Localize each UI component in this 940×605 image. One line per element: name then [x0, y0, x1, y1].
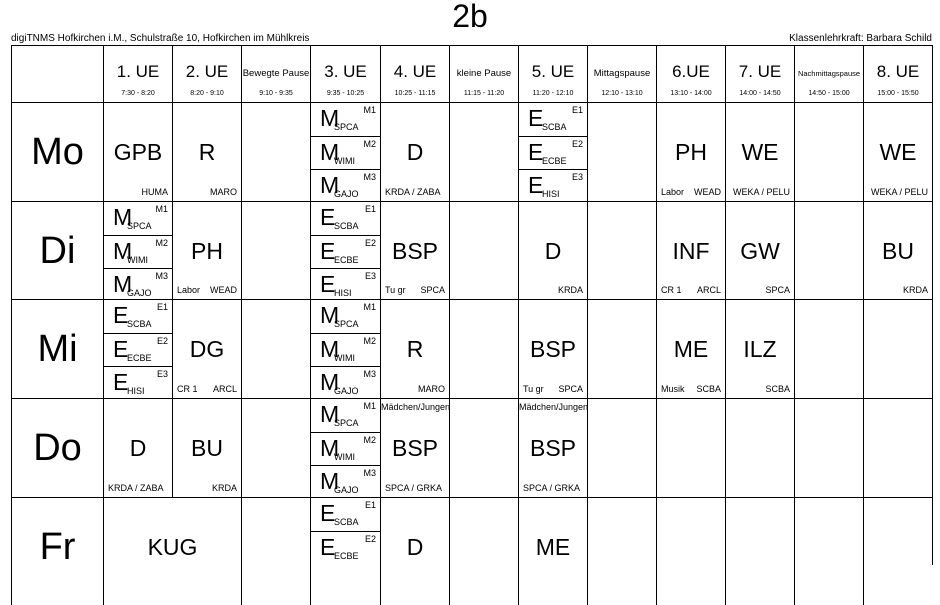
group-subject: M — [320, 401, 340, 427]
lesson-cell — [310, 201, 380, 299]
period-header — [863, 45, 932, 102]
group-label: M2 — [155, 238, 168, 248]
group-subject: M — [113, 204, 133, 230]
empty-slot — [794, 299, 863, 398]
period-label: 7. UE — [738, 62, 782, 81]
group-label: E2 — [364, 238, 376, 248]
lesson-teacher: SCBA — [765, 384, 790, 394]
period-header — [103, 45, 172, 102]
group-teacher: SCBA — [127, 319, 152, 329]
lesson-cell — [518, 201, 587, 299]
period-time: 13:10 - 14:00 — [670, 90, 712, 97]
lesson-group — [311, 103, 380, 136]
group-subject: E — [113, 302, 129, 328]
lesson-room: Tu gr — [523, 384, 544, 394]
period-header — [794, 45, 863, 102]
lesson-room: Labor — [177, 285, 201, 295]
lesson-cell — [172, 201, 241, 299]
lesson-cell — [656, 299, 725, 398]
lesson-subject: GPB — [113, 139, 163, 165]
period-header — [656, 45, 725, 102]
group-teacher: HISI — [334, 288, 352, 298]
period-label: 3. UE — [324, 62, 367, 81]
period-time: 14:00 - 14:50 — [739, 90, 781, 97]
lesson-group — [104, 333, 172, 366]
lesson-subject: ME — [535, 534, 571, 560]
period-header — [310, 45, 380, 102]
class-teacher: Klassenlehrkraft: Barbara Schild — [789, 33, 932, 44]
lesson-cell — [172, 102, 241, 201]
group-subject: E — [113, 369, 129, 395]
group-teacher: ECBE — [542, 156, 567, 166]
lesson-subject: WE — [741, 139, 779, 165]
lesson-teacher: KRDA — [902, 285, 928, 295]
empty-slot — [449, 299, 518, 398]
lesson-group — [519, 103, 587, 136]
lesson-room: KRDA / ZABA — [385, 187, 441, 197]
day-cell — [11, 299, 103, 398]
lesson-teacher: ARCL — [212, 384, 237, 394]
lesson-group — [311, 300, 380, 333]
empty-slot — [725, 497, 794, 605]
lesson-subject: D — [129, 435, 147, 461]
group-teacher: SPCA — [334, 319, 359, 329]
lesson-cell — [518, 497, 587, 605]
lesson-group — [104, 235, 172, 268]
period-header — [449, 45, 518, 102]
group-label: E3 — [156, 369, 168, 379]
empty-slot — [587, 398, 656, 497]
group-label: E2 — [364, 534, 376, 544]
period-time: 11:15 - 11:20 — [463, 90, 505, 97]
lesson-cell — [518, 299, 587, 398]
lesson-subject: D — [406, 534, 424, 560]
lesson-subject: D — [406, 139, 424, 165]
lesson-group — [311, 202, 380, 235]
lesson-subject: R — [406, 336, 424, 362]
lesson-group — [311, 465, 380, 498]
empty-slot — [794, 497, 863, 605]
group-label: E2 — [571, 139, 583, 149]
day-label: Di — [39, 230, 76, 272]
lesson-group — [519, 169, 587, 202]
empty-slot — [449, 398, 518, 497]
empty-slot — [863, 398, 932, 497]
lesson-teacher: MARO — [210, 187, 237, 197]
empty-slot — [656, 398, 725, 497]
empty-slot — [725, 398, 794, 497]
empty-slot — [241, 497, 310, 605]
lesson-subject: INF — [672, 238, 710, 264]
group-teacher: ECBE — [334, 255, 359, 265]
lesson-cell — [863, 102, 932, 201]
period-label: Mittagspause — [593, 68, 651, 79]
group-label: E1 — [571, 105, 583, 115]
lesson-subject: BSP — [529, 435, 577, 461]
lesson-subject: DG — [189, 336, 225, 362]
lesson-subject: PH — [675, 139, 707, 165]
group-teacher: WIMI — [334, 353, 355, 363]
group-label: E2 — [156, 336, 168, 346]
group-subject: E — [320, 271, 336, 297]
lesson-cell — [518, 398, 587, 497]
lesson-subject: BU — [882, 238, 914, 264]
lesson-room: CR 1 — [177, 384, 198, 394]
period-time: 8:20 - 9:10 — [190, 90, 224, 97]
table-right-border — [932, 45, 933, 565]
lesson-cell — [656, 201, 725, 299]
period-header — [518, 45, 587, 102]
empty-slot — [449, 102, 518, 201]
period-header — [172, 45, 241, 102]
lesson-note: Mädchen/Jungen — [519, 402, 589, 412]
lesson-room: Musik — [661, 384, 685, 394]
group-label: M1 — [363, 302, 376, 312]
group-subject: M — [320, 468, 340, 494]
lesson-teacher: SPCA — [765, 285, 790, 295]
group-label: M2 — [363, 435, 376, 445]
day-label: Do — [33, 427, 82, 469]
period-header — [587, 45, 656, 102]
lesson-cell — [103, 299, 172, 398]
lesson-group — [104, 300, 172, 333]
lesson-group — [104, 202, 172, 235]
group-teacher: SCBA — [334, 517, 359, 527]
group-teacher: HISI — [127, 386, 145, 396]
class-title: 2b — [452, 0, 488, 34]
lesson-cell — [725, 102, 794, 201]
empty-slot — [656, 497, 725, 605]
group-subject: M — [320, 139, 340, 165]
empty-slot — [587, 201, 656, 299]
lesson-teacher: KRDA — [211, 483, 237, 493]
lesson-subject: R — [198, 139, 216, 165]
group-subject: E — [528, 105, 544, 131]
lesson-teacher: SPCA — [420, 285, 445, 295]
empty-slot — [863, 497, 932, 605]
empty-slot — [794, 398, 863, 497]
lesson-subject: BSP — [529, 336, 577, 362]
lesson-cell — [310, 398, 380, 497]
empty-slot — [863, 299, 932, 398]
period-time: 7:30 - 8:20 — [121, 90, 155, 97]
lesson-group — [519, 136, 587, 169]
group-teacher: GAJO — [334, 485, 359, 495]
empty-slot — [449, 201, 518, 299]
group-subject: E — [320, 500, 336, 526]
period-time: 11:20 - 12:10 — [532, 90, 574, 97]
lesson-subject: BSP — [391, 435, 439, 461]
group-subject: E — [320, 238, 336, 264]
lesson-group — [311, 531, 380, 564]
lesson-group — [311, 136, 380, 169]
lesson-subject: BSP — [391, 238, 439, 264]
group-label: M3 — [363, 172, 376, 182]
period-time: 12:10 - 13:10 — [601, 90, 643, 97]
lesson-cell — [103, 201, 172, 299]
lesson-subject: GW — [740, 238, 780, 264]
lesson-subject: D — [544, 238, 562, 264]
group-label: M2 — [363, 336, 376, 346]
lesson-room: KRDA / ZABA — [108, 483, 164, 493]
group-label: M3 — [363, 468, 376, 478]
day-label: Fr — [39, 526, 76, 568]
group-label: M1 — [363, 401, 376, 411]
empty-slot — [794, 102, 863, 201]
group-teacher: SPCA — [127, 221, 152, 231]
lesson-group — [311, 169, 380, 202]
lesson-subject: ME — [673, 336, 709, 362]
lesson-cell — [172, 299, 241, 398]
lesson-note: Mädchen/Jungen — [381, 402, 451, 412]
lesson-group — [104, 366, 172, 399]
lesson-room: Labor — [661, 187, 685, 197]
group-teacher: ECBE — [127, 353, 152, 363]
lesson-cell — [380, 299, 449, 398]
lesson-group — [311, 333, 380, 366]
group-teacher: WIMI — [334, 156, 355, 166]
lesson-cell — [518, 102, 587, 201]
lesson-room: SPCA / GRKA — [385, 483, 443, 493]
lesson-teacher: ARCL — [696, 285, 721, 295]
lesson-cell — [380, 398, 449, 497]
group-teacher: GAJO — [334, 386, 359, 396]
group-subject: E — [320, 534, 336, 560]
empty-slot — [241, 102, 310, 201]
group-teacher: ECBE — [334, 551, 359, 561]
period-header — [380, 45, 449, 102]
group-label: M3 — [363, 369, 376, 379]
lesson-cell — [103, 102, 172, 201]
group-teacher: SCBA — [542, 122, 567, 132]
lesson-teacher: SPCA — [558, 384, 583, 394]
period-time: 10:25 - 11:15 — [394, 90, 436, 97]
lesson-cell — [656, 102, 725, 201]
group-subject: M — [320, 172, 340, 198]
period-header — [241, 45, 310, 102]
day-cell — [11, 102, 103, 201]
group-teacher: GAJO — [334, 189, 359, 199]
group-teacher: HISI — [542, 189, 560, 199]
lesson-teacher: WEKA / PELU — [870, 187, 928, 197]
lesson-teacher: SCBA — [696, 384, 721, 394]
day-label: Mo — [31, 131, 84, 173]
group-subject: M — [113, 271, 133, 297]
group-teacher: GAJO — [127, 288, 152, 298]
lesson-teacher: KRDA — [557, 285, 583, 295]
period-label: Bewegte Pause — [242, 68, 310, 79]
empty-slot — [241, 398, 310, 497]
group-label: M2 — [363, 139, 376, 149]
period-time: 14:50 - 15:00 — [808, 90, 850, 97]
lesson-cell — [725, 201, 794, 299]
lesson-group — [311, 432, 380, 465]
lesson-teacher: WEAD — [210, 285, 237, 295]
lesson-teacher: HUMA — [141, 187, 168, 197]
group-subject: M — [320, 302, 340, 328]
group-label: E1 — [364, 204, 376, 214]
period-label: 4. UE — [393, 62, 437, 81]
lesson-group — [104, 268, 172, 301]
period-label: 5. UE — [531, 62, 575, 81]
lesson-subject: BU — [191, 435, 223, 461]
lesson-group — [311, 268, 380, 301]
lesson-cell — [380, 497, 449, 605]
group-subject: E — [528, 139, 544, 165]
lesson-group — [311, 235, 380, 268]
empty-slot — [587, 299, 656, 398]
period-time: 9:10 - 9:35 — [259, 90, 293, 97]
group-subject: E — [528, 172, 544, 198]
group-teacher: WIMI — [127, 255, 148, 265]
period-label: 8. UE — [876, 62, 920, 81]
group-label: E3 — [364, 271, 376, 281]
group-label: M1 — [363, 105, 376, 115]
lesson-cell — [103, 398, 172, 497]
lesson-room: SPCA / GRKA — [523, 483, 581, 493]
lesson-subject: KUG — [147, 534, 198, 560]
group-subject: M — [320, 435, 340, 461]
lesson-teacher: WEAD — [694, 187, 721, 197]
group-subject: E — [320, 204, 336, 230]
period-label: 6.UE — [672, 62, 710, 81]
period-label: 1. UE — [116, 62, 160, 81]
empty-slot — [241, 299, 310, 398]
lesson-group — [311, 498, 380, 531]
group-label: M3 — [155, 271, 168, 281]
group-teacher: SCBA — [334, 221, 359, 231]
lesson-cell — [103, 497, 241, 605]
period-header — [725, 45, 794, 102]
lesson-cell — [310, 299, 380, 398]
lesson-cell — [310, 497, 380, 605]
group-teacher: SPCA — [334, 418, 359, 428]
lesson-cell — [380, 201, 449, 299]
day-cell — [11, 201, 103, 299]
lesson-cell — [172, 398, 241, 497]
day-label: Mi — [37, 328, 78, 370]
lesson-group — [311, 366, 380, 399]
lesson-subject: WE — [879, 139, 917, 165]
group-subject: M — [320, 336, 340, 362]
empty-slot — [587, 102, 656, 201]
empty-slot — [449, 497, 518, 605]
period-label: Nachmittagspause — [797, 69, 861, 78]
lesson-cell — [310, 102, 380, 201]
group-label: E1 — [364, 500, 376, 510]
group-subject: E — [113, 336, 129, 362]
school-info: digiTNMS Hofkirchen i.M., Schulstraße 10, Hofkirchen im Mühlkreis — [11, 33, 310, 44]
empty-slot — [587, 497, 656, 605]
lesson-cell — [380, 102, 449, 201]
lesson-cell — [725, 299, 794, 398]
lesson-subject: ILZ — [743, 336, 777, 362]
empty-slot — [241, 201, 310, 299]
group-subject: M — [320, 369, 340, 395]
group-label: E1 — [156, 302, 168, 312]
group-teacher: SPCA — [334, 122, 359, 132]
group-subject: M — [320, 105, 340, 131]
group-label: M1 — [155, 204, 168, 214]
group-teacher: WIMI — [334, 452, 355, 462]
day-cell — [11, 497, 103, 605]
period-time: 15:00 - 15:50 — [877, 90, 919, 97]
lesson-teacher: WEKA / PELU — [732, 187, 790, 197]
lesson-cell — [863, 201, 932, 299]
lesson-teacher: MARO — [418, 384, 445, 394]
group-label: E3 — [571, 172, 583, 182]
lesson-subject: PH — [191, 238, 223, 264]
empty-slot — [794, 201, 863, 299]
period-label: 2. UE — [185, 62, 229, 81]
period-label: kleine Pause — [456, 68, 512, 79]
lesson-room: Tu gr — [385, 285, 406, 295]
period-time: 9:35 - 10:25 — [326, 90, 365, 97]
day-cell — [11, 398, 103, 497]
lesson-group — [311, 399, 380, 432]
group-subject: M — [113, 238, 133, 264]
corner-cell — [11, 45, 103, 102]
lesson-room: CR 1 — [661, 285, 682, 295]
